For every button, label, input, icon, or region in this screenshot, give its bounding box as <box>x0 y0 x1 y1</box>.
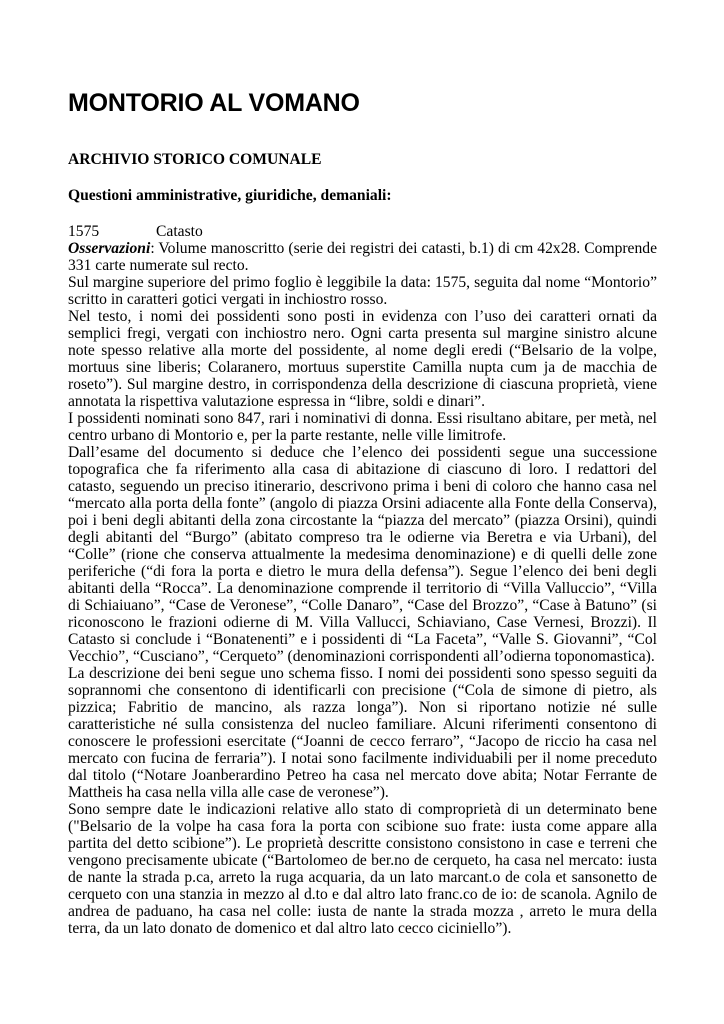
archive-heading: ARCHIVIO STORICO COMUNALE <box>68 151 322 168</box>
document-title: MONTORIO AL VOMANO <box>68 89 360 117</box>
observations-text: : Volume manoscritto (serie dei registri dei catasti, b.1) di cm 42x28. Comprende 331 carte numerate sul recto. <box>68 240 657 274</box>
entry-header <box>68 223 657 240</box>
body-paragraph: I possidenti nominati sono 847, rari i nominativi di donna. Essi risultano abitare, per metà, nel centro urbano di Montorio e, per la parte restante, nelle ville limitrofe. <box>68 410 657 444</box>
entry-year: 1575 <box>68 223 100 240</box>
body-paragraph: Sul margine superiore del primo foglio è leggibile la data: 1575, seguita dal nome “Montorio” scritto in caratteri gotici vergati in inchiostro rosso. <box>68 274 657 308</box>
body-paragraph: Sono sempre date le indicazioni relative allo stato di comproprietà di un determinato bene ("Belsario de la volpe ha casa fora la porta con scibione suo frate: iusta come appare alla partita del detto scibione”). Le proprietà descritte consistono consistono in case e terreni che vengono precisamente ubicate (“Bartolomeo de ber.no de cerqueto, ha casa nel mercato: iusta de nante la strada p.ca, arreto la ruga acquaria, da un lato marcant.o de cola et sansonetto de cerqueto con una stanzia in mezzo al d.to e dal altro lato franc.co de io: de scanola. Agnilo de andrea de paduano, ha casa nel colle: iusta de nante la strada mozza , arreto le mura della terra, da un lato donato de domenico et dal altro lato cecco ciciniello”). <box>68 801 657 937</box>
entry-name: Catasto <box>156 223 203 240</box>
body-paragraph: La descrizione dei beni segue uno schema fisso. I nomi dei possidenti sono spesso seguiti da soprannomi che consentono di identificarli con precisione (“Cola de simone di pietro, als pizzica; Fabritio de mancino, als razza longa”). Non si riportano notizie né sulle caratteristiche né sulla consistenza del nucleo familiare. Alcuni riferimenti consentono di conoscere le professioni esercitate (“Joanni de cecco ferraro”, “Jacopo de riccio ha casa nel mercato con fucina de ferraria”). I notai sono facilmente individuabili per il nome preceduto dal titolo (“Notare Joanberardino Petreo ha casa nel mercato dove abita; Notar Ferrante de Mattheis ha casa nella villa alle case de veronese”). <box>68 665 657 801</box>
body-paragraph: Nel testo, i nomi dei possidenti sono posti in evidenza con l’uso dei caratteri ornati da semplici fregi, vergati con inchiostro nero. Ogni carta presenta sul margine sinistro alcune note spesso relative alla morte del possidente, al nome degli eredi (“Belsario de la volpe, mortuus sine liberis; Colaranero, mortuus superstite Camilla nupta cum ja de macchia de roseto”). Sul margine destro, in corrispondenza della descrizione di ciascuna proprietà, viene annotata la rispettiva valutazione espressa in “libre, soldi e dinari”. <box>68 308 657 410</box>
observations-label: Osservazioni <box>68 240 151 257</box>
section-heading: Questioni amministrative, giuridiche, demaniali: <box>68 187 392 204</box>
body-paragraph: Dall’esame del documento si deduce che l’elenco dei possidenti segue una successione topografica che fa riferimento alla casa di abitazione di ciascuno di loro. I redattori del catasto, seguendo un preciso itinerario, descrivono prima i beni di coloro che hanno casa nel “mercato alla porta della fonte” (angolo di piazza Orsini adiacente alla Fonte della Conserva), poi i beni degli abitanti della zona circostante la “piazza del mercato” (piazza Orsini), quindi degli abitanti del “Burgo” (abitato compreso tra le odierne via Beretra e via Urbani), del “Colle” (rione che conserva attualmente la medesima denominazione) e di quelli delle zone periferiche (“di fora la porta e dietro le mura della defensa”). Segue l’elenco dei beni degli abitanti della “Rocca”. La denominazione comprende il territorio di “Villa Valluccio”, “Villa di Schiaiuano”, “Case de Veronese”, “Colle Danaro”, “Case del Brozzo”, “Case à Batuno” (si riconoscono le frazioni odierne di M. Villa Vallucci, Schiaviano, Case Vernesi, Brozzi). Il Catasto si conclude i “Bonatenenti” e i possidenti di “La Faceta”, “Valle S. Giovanni”, “Col Vecchio”, “Cusciano”, “Cerqueto” (denominazioni corrispondenti all’odierna toponomastica). <box>68 444 657 665</box>
document-page <box>68 88 657 937</box>
observations-paragraph <box>68 240 657 274</box>
